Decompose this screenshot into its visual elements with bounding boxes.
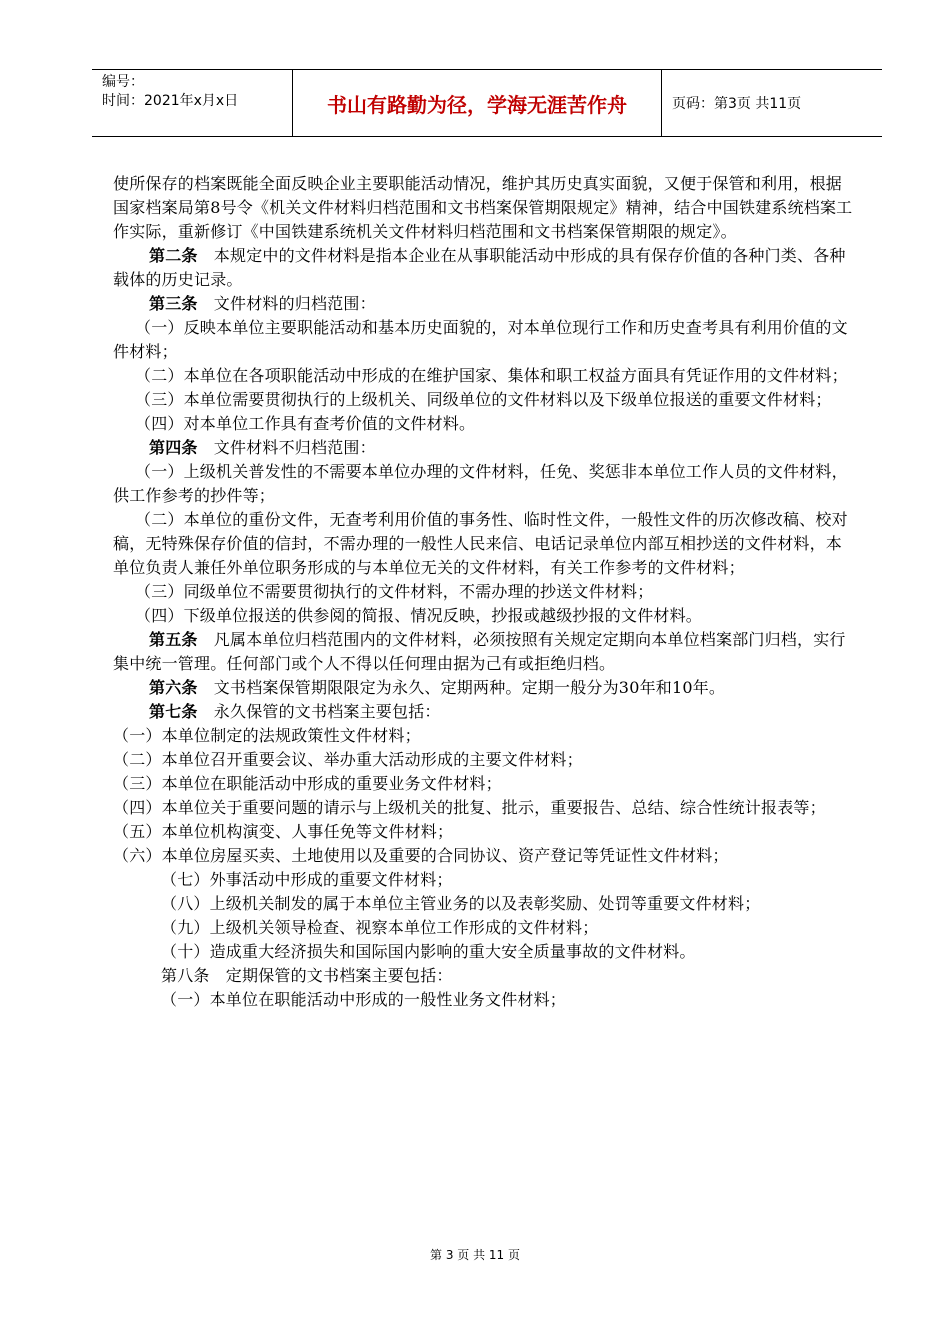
paragraph	[113, 604, 853, 628]
paragraph	[113, 508, 853, 580]
paragraph	[113, 772, 853, 796]
paragraph	[113, 700, 853, 724]
paragraph-text: （一）本单位制定的法规政策性文件材料；	[113, 726, 421, 745]
paragraph	[113, 436, 853, 460]
paragraph	[113, 172, 853, 244]
paragraph	[113, 844, 853, 868]
paragraph-text: （八）上级机关制发的属于本单位主管业务的以及表彰奖励、处罚等重要文件材料；	[161, 894, 761, 913]
paragraph	[113, 244, 853, 292]
paragraph-text: （三）本单位需要贯彻执行的上级机关、同级单位的文件材料以及下级单位报送的重要文件材料；	[135, 390, 832, 409]
paragraph	[113, 748, 853, 772]
article-number: 第二条	[149, 246, 198, 265]
paragraph-text: （二）本单位召开重要会议、举办重大活动形成的主要文件材料；	[113, 750, 583, 769]
header-meta-cell	[92, 70, 293, 136]
paragraph	[113, 892, 853, 916]
paragraph	[113, 868, 853, 892]
paragraph-text: 永久保管的文书档案主要包括：	[197, 702, 441, 721]
time-label: 时间：2021年x月x日	[102, 93, 239, 109]
paragraph	[113, 820, 853, 844]
article-number: 第三条	[149, 294, 198, 313]
paragraph-text: （二）本单位在各项职能活动中形成的在维护国家、集体和职工权益方面具有凭证作用的文件材料；	[135, 366, 848, 385]
paragraph-text: （一）上级机关普发性的不需要本单位办理的文件材料，任免、奖惩非本单位工作人员的文件材料，供工作参考的抄件等；	[113, 462, 848, 505]
paragraph	[113, 412, 853, 436]
paragraph	[113, 988, 853, 1012]
paragraph-text: 文件材料不归档范围：	[197, 438, 376, 457]
page-footer: 第 3 页 共 11 页	[430, 1248, 520, 1262]
paragraph-text: （二）本单位的重份文件，无查考利用价值的事务性、临时性文件，一般性文件的历次修改稿、校对稿，无特殊保存价值的信封，不需办理的一般性人民来信、电话记录单位内部互相抄送的文件材料，本单位负责人兼任外单位职务形成的与本单位无关的文件材料，有关工作参考的文件材料；	[113, 510, 848, 577]
motto: 书山有路勤为径，学海无涯苦作舟	[293, 70, 662, 136]
paragraph-text: （六）本单位房屋买卖、土地使用以及重要的合同协议、资产登记等凭证性文件材料；	[113, 846, 729, 865]
paragraph	[113, 292, 853, 316]
header-table	[92, 69, 882, 137]
paragraph-text: （三）同级单位不需要贯彻执行的文件材料，不需办理的抄送文件材料；	[135, 582, 654, 601]
page-info: 页码：第3页 共11页	[672, 96, 802, 112]
paragraph-text: （四）下级单位报送的供参阅的简报、情况反映，抄报或越级抄报的文件材料。	[135, 606, 703, 625]
paragraph-text: 本规定中的文件材料是指本企业在从事职能活动中形成的具有保存价值的各种门类、各种载体的历史记录。	[113, 246, 846, 289]
article-number: 第五条	[149, 630, 198, 649]
paragraph	[113, 724, 853, 748]
paragraph	[113, 580, 853, 604]
paragraph-text: 文书档案保管期限限定为永久、定期两种。定期一般分为30年和10年。	[197, 678, 726, 697]
code-label: 编号：	[102, 74, 144, 90]
paragraph-text: 文件材料的归档范围：	[197, 294, 376, 313]
paragraph-text: 第八条 定期保管的文书档案主要包括：	[161, 966, 453, 985]
paragraph	[113, 940, 853, 964]
article-number: 第四条	[149, 438, 198, 457]
paragraph-text: （一）反映本单位主要职能活动和基本历史面貌的，对本单位现行工作和历史查考具有利用价值的文件材料；	[113, 318, 848, 361]
paragraph	[113, 796, 853, 820]
paragraph-text: （四）本单位关于重要问题的请示与上级机关的批复、批示，重要报告、总结、综合性统计报表等；	[113, 798, 826, 817]
article-number: 第七条	[149, 702, 198, 721]
document-body	[113, 172, 853, 1012]
article-number: 第六条	[149, 678, 198, 697]
paragraph-text: 使所保存的档案既能全面反映企业主要职能活动情况，维护其历史真实面貌，又便于保管和利用，根据国家档案局第8号令《机关文件材料归档范围和文书档案保管期限规定》精神，结合中国铁建系统档案工作实际，重新修订《中国铁建系统机关文件材料归档范围和文书档案保管期限的规定》。	[113, 174, 853, 241]
paragraph-text: （七）外事活动中形成的重要文件材料；	[161, 870, 453, 889]
paragraph-text: （十）造成重大经济损失和国际国内影响的重大安全质量事故的文件材料。	[161, 942, 696, 961]
paragraph-text: （三）本单位在职能活动中形成的重要业务文件材料；	[113, 774, 502, 793]
paragraph-text: 凡属本单位归档范围内的文件材料，必须按照有关规定定期向本单位档案部门归档，实行集中统一管理。任何部门或个人不得以任何理由据为己有或拒绝归档。	[113, 630, 846, 673]
paragraph	[113, 364, 853, 388]
paragraph	[113, 388, 853, 412]
paragraph	[113, 460, 853, 508]
paragraph-text: （一）本单位在职能活动中形成的一般性业务文件材料；	[161, 990, 567, 1009]
paragraph	[113, 316, 853, 364]
paragraph	[113, 628, 853, 676]
paragraph	[113, 964, 853, 988]
paragraph-text: （四）对本单位工作具有查考价值的文件材料。	[135, 414, 476, 433]
paragraph	[113, 676, 853, 700]
paragraph-text: （九）上级机关领导检查、视察本单位工作形成的文件材料；	[161, 918, 599, 937]
paragraph	[113, 916, 853, 940]
paragraph-text: （五）本单位机构演变、人事任免等文件材料；	[113, 822, 454, 841]
